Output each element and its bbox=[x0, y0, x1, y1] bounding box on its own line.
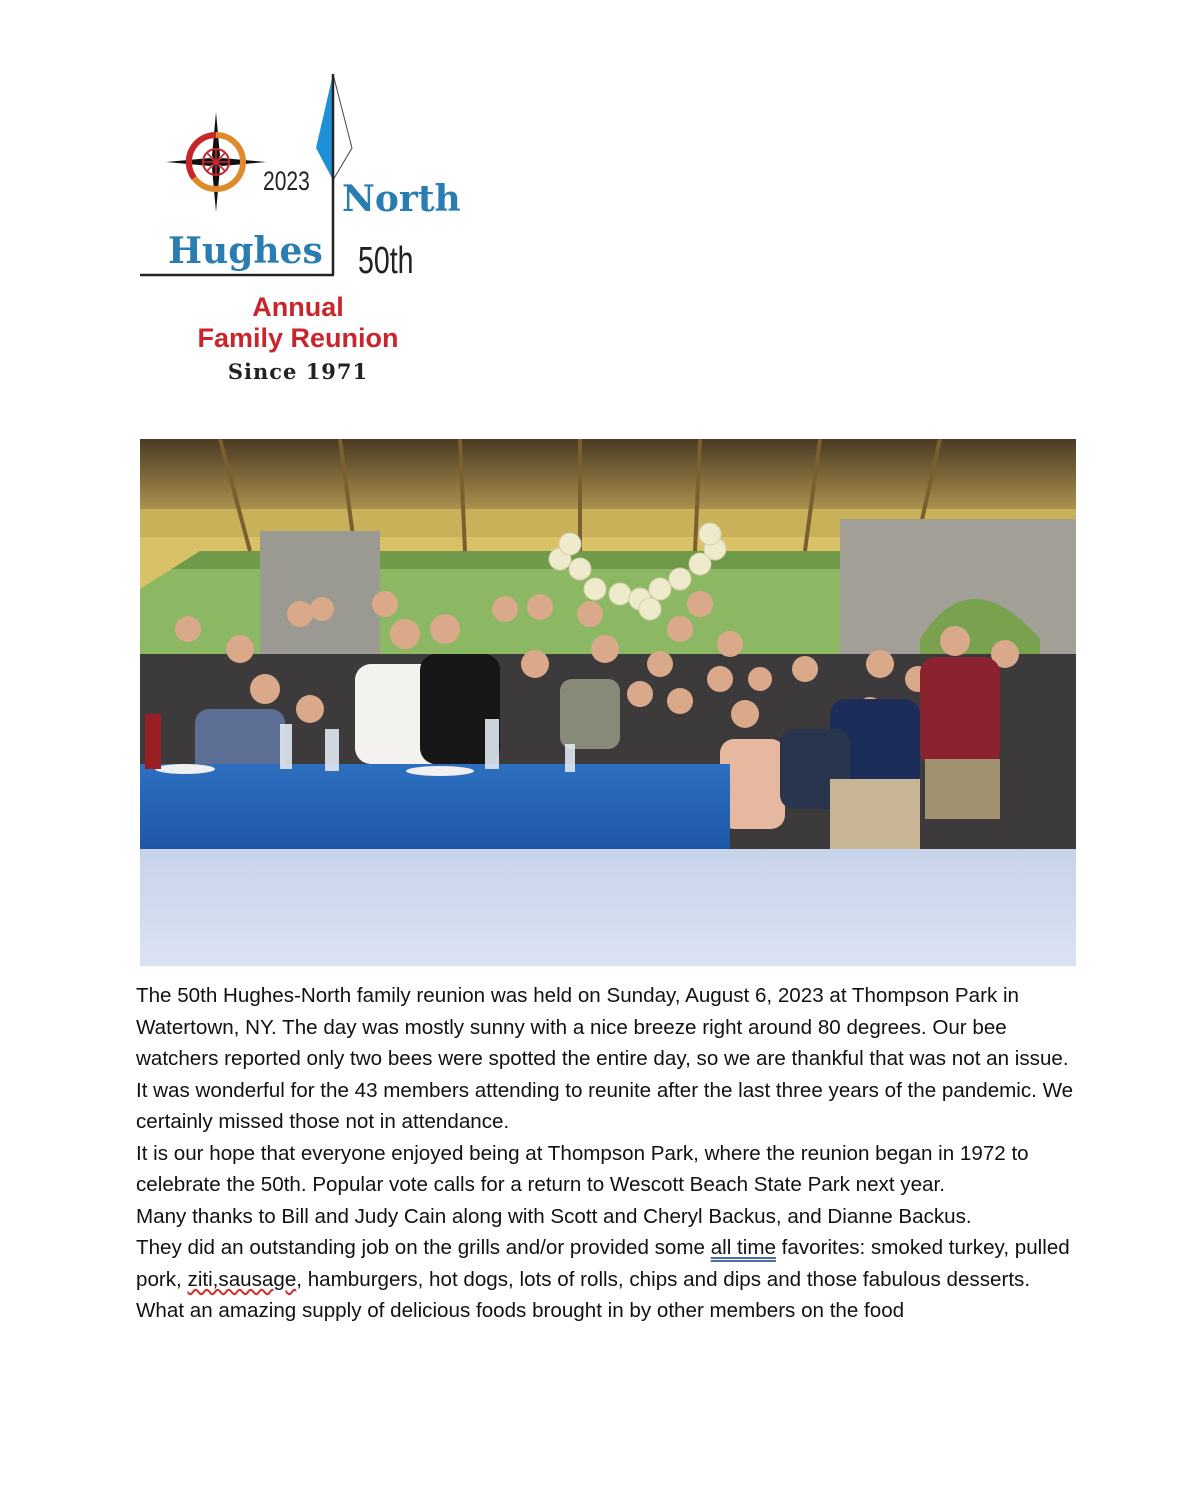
group-photo-icon bbox=[140, 439, 1076, 966]
logo-family-reunion: Family Reunion bbox=[197, 323, 399, 353]
paragraph-thanks: Many thanks to Bill and Judy Cain along with Scott and Cheryl Backus, and Dianne Backus. bbox=[136, 1204, 972, 1228]
reunion-group-photo bbox=[140, 439, 1076, 966]
paragraph-event-summary: The 50th Hughes-North family reunion was held on Sunday, August 6, 2023 at Thompson Park in Watertown, NY. The day was mostly sunny with a nice breeze right around 80 degrees. Our bee watchers reported only two bees were spotted the entire day, so we are thankful that was not an issue. It was wonderful for the 43 members attending to reunite after the last three years of the pandemic. We certainly missed those not in attendance. bbox=[136, 984, 1079, 1133]
logo-north: North bbox=[342, 178, 461, 220]
grammar-flag-all-time[interactable]: all time bbox=[710, 1236, 776, 1259]
grills-text-b: favorites: smoked turkey, pulled pork, bbox=[136, 1236, 1076, 1291]
article-body bbox=[136, 980, 1079, 1327]
grills-text-a: They did an outstanding job on the grills and/or provided some bbox=[136, 1236, 711, 1259]
logo-hughes: Hughes bbox=[168, 230, 323, 272]
logo-annual: Annual bbox=[252, 292, 344, 322]
reunion-logo bbox=[130, 68, 460, 398]
logo-since: Since 1971 bbox=[227, 359, 369, 384]
paragraph-thompson-park: It is our hope that everyone enjoyed being at Thompson Park, where the reunion began in 1972 to celebrate the 50th. Popular vote calls for a return to Wescott Beach State Park next year. bbox=[136, 1141, 1035, 1196]
grills-text-c: , hamburgers, hot dogs, lots of rolls, chips and dips and those fabulous desserts. What an amazing supply of delicious foods brought in by other members on the food bbox=[136, 1267, 1036, 1322]
spelling-flag-ziti-sausage[interactable]: ziti,sausage bbox=[187, 1267, 297, 1291]
logo-anniversary: 50th bbox=[358, 240, 414, 282]
logo-year: 2023 bbox=[263, 166, 310, 196]
paragraph-grills bbox=[136, 1232, 1076, 1327]
compass-icon bbox=[166, 112, 266, 212]
